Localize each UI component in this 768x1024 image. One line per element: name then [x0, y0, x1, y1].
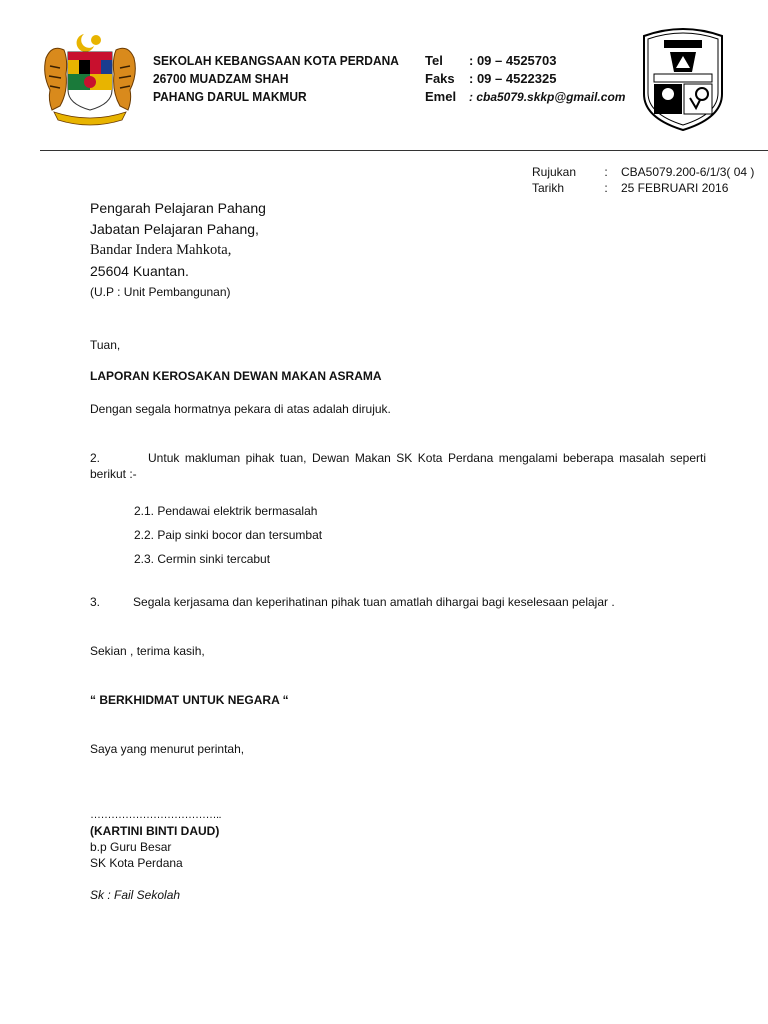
signer-name: (KARTINI BINTI DAUD)	[90, 824, 220, 838]
paragraph-3-text: Segala kerjasama dan keperihatinan pihak tuan amatlah dihargai bagi keselesaan pelajar .	[133, 595, 615, 609]
header-divider	[40, 150, 768, 151]
paragraph-3	[90, 594, 615, 610]
recipient-line1: Pengarah Pelajaran Pahang	[90, 200, 266, 216]
recipient-line5: (U.P : Unit Pembangunan)	[90, 285, 231, 299]
list-item: 2.2. Paip sinki bocor dan tersumbat	[134, 528, 323, 542]
subject-heading: LAPORAN KEROSAKAN DEWAN MAKAN ASRAMA	[90, 369, 382, 383]
ref-value: CBA5079.200-6/1/3( 04 )	[621, 165, 755, 179]
school-address-line2: PAHANG DARUL MAKMUR	[153, 89, 307, 104]
school-badge-logo	[640, 26, 726, 132]
email-value: : cba5079.skkp@gmail.com	[469, 90, 626, 104]
carbon-copy: Sk : Fail Sekolah	[90, 888, 181, 902]
salutation: Tuan,	[90, 338, 121, 352]
fax-label: Faks	[425, 71, 455, 86]
contact-block	[425, 52, 625, 106]
paragraph-2-text: Untuk makluman pihak tuan, Dewan Makan SK Kota Perdana mengalami beberapa masalah seperti berikut :-	[90, 451, 706, 481]
recipient-line3: Bandar Indera Mahkota,	[90, 242, 232, 258]
paragraph-2	[90, 450, 706, 482]
signature-line: ………………………………..	[90, 809, 222, 821]
ref-label: Rujukan	[532, 165, 577, 179]
school-name: SEKOLAH KEBANGSAAN KOTA PERDANA	[153, 53, 399, 68]
signer-role: b.p Guru Besar	[90, 840, 172, 854]
opening-paragraph: Dengan segala hormatnya pekara di atas adalah dirujuk.	[90, 402, 391, 416]
list-item: 2.3. Cermin sinki tercabut	[134, 552, 271, 566]
school-address-line1: 26700 MUADZAM SHAH	[153, 71, 289, 86]
tel-value: : 09 – 4525703	[469, 53, 557, 68]
recipient-line2: Jabatan Pelajaran Pahang,	[90, 221, 259, 237]
reference-block	[532, 164, 754, 196]
ref-colon: :	[604, 165, 608, 179]
fax-value: : 09 – 4522325	[469, 71, 557, 86]
signer-organization: SK Kota Perdana	[90, 856, 183, 870]
coat-of-arms-logo	[40, 30, 140, 130]
date-colon: :	[604, 181, 608, 195]
closing-line: Sekian , terima kasih,	[90, 644, 205, 658]
date-value: 25 FEBRUARI 2016	[621, 181, 729, 195]
paragraph-3-number: 3.	[90, 595, 101, 609]
motto: “ BERKHIDMAT UNTUK NEGARA “	[90, 693, 289, 707]
recipient-line4: 25604 Kuantan.	[90, 263, 189, 279]
school-header	[153, 52, 399, 106]
date-label: Tarikh	[532, 181, 565, 195]
email-label: Emel	[425, 89, 457, 104]
problem-list	[134, 503, 322, 567]
tel-label: Tel	[425, 53, 443, 68]
paragraph-2-number: 2.	[90, 451, 101, 465]
yours-faithfully: Saya yang menurut perintah,	[90, 742, 245, 756]
list-item: 2.1. Pendawai elektrik bermasalah	[134, 504, 318, 518]
recipient-address	[90, 198, 266, 303]
